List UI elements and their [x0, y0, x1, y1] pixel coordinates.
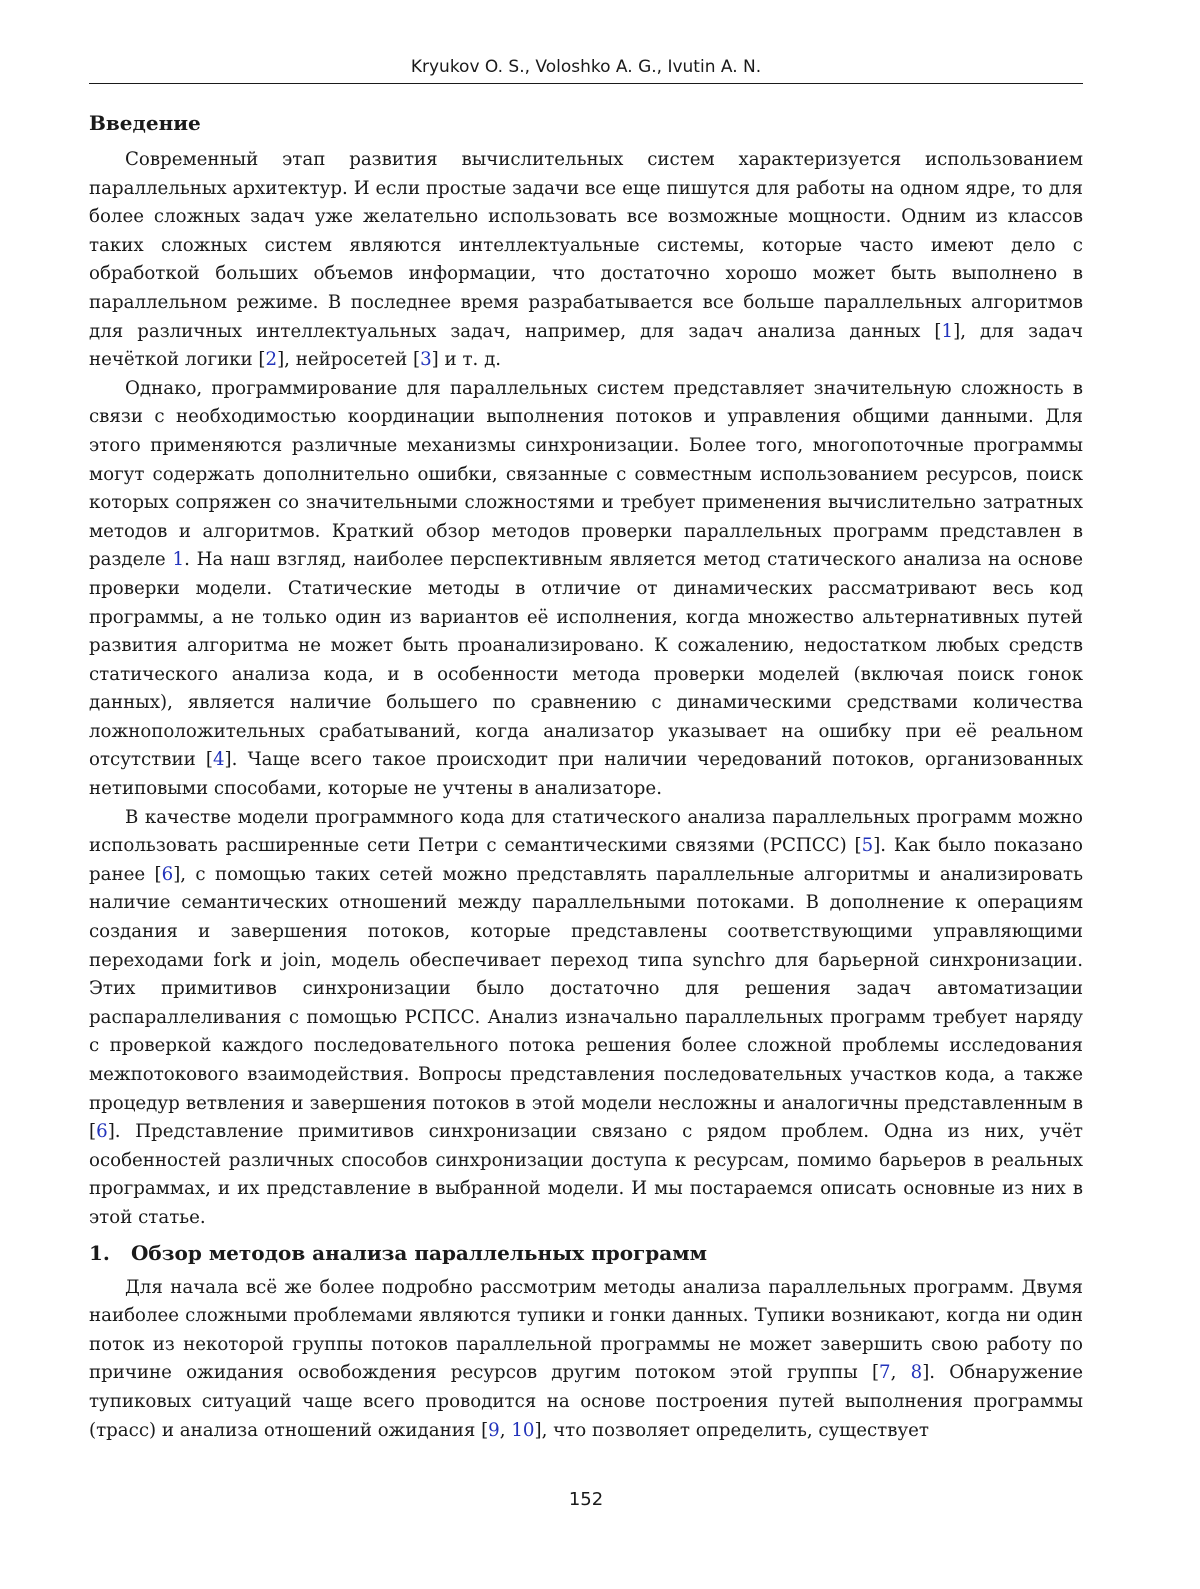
header-rule	[89, 83, 1083, 84]
body-text	[89, 108, 1083, 1445]
citation-link[interactable]: 4	[212, 749, 225, 771]
citation-link[interactable]: 6	[96, 1121, 108, 1143]
intro-paragraph-2: Однако, программирование для параллельных систем представляет значительную сложность в связи с необходимостью координации выполнения потоков и управления общими данными. Для этого применяются различные механизмы синхронизации. Более того, многопоточные программы могут содержать дополнительно ошибки, связанные с совместным использованием ресурсов, поиск которых сопряжен со значительными сложностями и требует применения вычислительно затратных методов и алгоритмов. Краткий обзор методов проверки параллельных программ представлен в разделе 1. На наш взгляд, наиболее перспективным является метод статического анализа на основе проверки модели. Статические методы в отличие от динамических рассматривают весь код программы, а не только один из вариантов её исполнения, когда множество альтернативных путей развития алгоритма не может быть проанализировано. К сожалению, недостатком любых средств статического анализа кода, и в особенности метода проверки моделей (включая поиск гонок данных), является наличие большего по сравнению с динамическими средствами количества ложноположительных срабатываний, когда анализатор указывает на ошибку при её реальном отсутствии [4]. Чаще всего такое происходит при наличии чередований потоков, организованных нетиповыми способами, которые не учтены в анализаторе.	[89, 377, 1083, 800]
citation-link[interactable]: 6	[161, 863, 174, 885]
citation-link[interactable]: 9	[488, 1419, 500, 1441]
section-1-paragraph-1: Для начала всё же более подробно рассмотрим методы анализа параллельных программ. Двумя наиболее сложными проблемами являются тупики и гонки данных. Тупики возникают, когда ни один поток из некоторой группы потоков параллельной программы не может завершить свою работу по причине ожидания освобождения ресурсов другим потоком этой группы [7, 8]. Обнаружение тупиковых ситуаций чаще всего проводится на основе построения путей выполнения программы (трасс) и анализа отношений ожидания [9, 10], что позволяет определить, существует	[89, 1276, 1083, 1441]
citation-link[interactable]: 7	[879, 1362, 891, 1384]
section-title: Обзор методов анализа параллельных программ	[131, 1240, 707, 1265]
page-number: 152	[568, 1489, 604, 1510]
intro-heading: Введение	[89, 111, 201, 135]
running-header: Kryukov O. S., Voloshko A. G., Ivutin A. N.	[410, 57, 762, 77]
citation-link[interactable]: 2	[265, 349, 278, 371]
section-number: 1.	[89, 1240, 110, 1265]
citation-link[interactable]: 10	[511, 1419, 535, 1441]
intro-paragraph-1: Современный этап развития вычислительных систем характеризуется использованием параллельных архитектур. И если простые задачи все еще пишутся для работы на одном ядре, то для более сложных задач уже желательно использовать все возможные мощности. Одним из классов таких сложных систем являются интеллектуальные системы, которые часто имеют дело с обработкой больших объемов информации, что достаточно хорошо может быть выполнено в параллельном режиме. В последнее время разрабатывается все больше параллельных алгоритмов для различных интеллектуальных задач, например, для задач анализа данных [1], для задач нечёткой логики [2], нейросетей [3] и т. д.	[89, 149, 1083, 371]
citation-link[interactable]: 3	[420, 349, 432, 371]
citation-link[interactable]: 1	[941, 320, 954, 342]
citation-link[interactable]: 5	[861, 835, 874, 857]
citation-link[interactable]: 8	[910, 1362, 923, 1384]
section-1-heading	[89, 1238, 1083, 1268]
intro-paragraph-3: В качестве модели программного кода для статического анализа параллельных программ можно использовать расширенные сети Петри с семантическими связями (РСПСС) [5]. Как было показано ранее [6], с помощью таких сетей можно представлять параллельные алгоритмы и анализировать наличие семантических отношений между параллельными потоками. В дополнение к операциям создания и завершения потоков, которые представлены соответствующими управляющими переходами fork и join, модель обеспечивает переход типа synchro для барьерной синхронизации. Этих примитивов синхронизации было достаточно для решения задач автоматизации распараллеливания с помощью РСПСС. Анализ изначально параллельных программ требует наряду с проверкой каждого последовательного потока решения более сложной проблемы исследования межпотокового взаимодействия. Вопросы представления последовательных участков кода, а также процедур ветвления и завершения потоков в этой модели несложны и аналогичны представленным в [6]. Представление примитивов синхронизации связано с рядом проблем. Одна из них, учёт особенностей различных способов синхронизации доступа к ресурсам, помимо барьеров в реальных программах, и их представление в выбранной модели. И мы постараемся описать основные из них в этой статье.	[89, 806, 1084, 1228]
section-link[interactable]: 1	[172, 549, 185, 571]
